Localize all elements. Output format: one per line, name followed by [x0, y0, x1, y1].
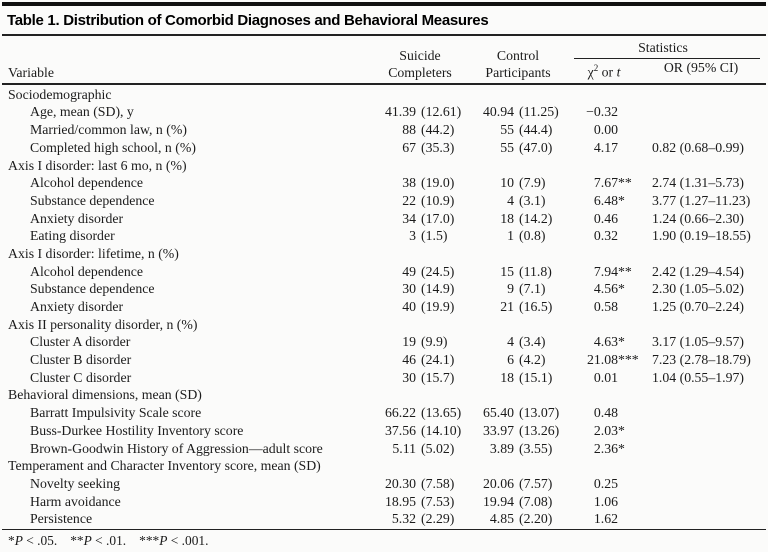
cell-chi-or-t: 0.00	[593, 122, 618, 138]
cell-chi-or-t	[566, 86, 642, 104]
col-header-variable: Variable	[8, 64, 54, 80]
cell-control-participants	[470, 457, 566, 475]
cell-control-participants: 65.40 (13.07)	[482, 405, 560, 421]
cell-or-ci	[642, 457, 760, 475]
cell-chi-or-t: 21.08 ***	[586, 352, 639, 368]
cell-control-participants: 19.94 (7.08)	[482, 493, 553, 509]
cell-variable: Anxiety disorder	[30, 210, 124, 226]
cell-or-ci	[642, 103, 760, 121]
footnote-p01: **P < .01.	[70, 533, 127, 549]
cell-control-participants: 10 (7.9)	[500, 175, 546, 191]
cell-control-participants: 55 (47.0)	[500, 139, 553, 155]
cell-or-ci: 1.90 (0.19–18.55)	[652, 228, 751, 244]
cell-control-participants	[470, 245, 566, 263]
table-row	[0, 457, 768, 475]
footnote	[0, 530, 768, 552]
cell-variable: Completed high school, n (%)	[30, 139, 196, 155]
cell-variable: Harm avoidance	[30, 493, 121, 509]
cell-variable: Barratt Impulsivity Scale score	[30, 405, 202, 421]
col-header-suicide-completers	[370, 48, 470, 83]
col-header-suicide-line2: Completers	[388, 64, 452, 80]
table-row	[0, 103, 768, 121]
cell-variable: Persistence	[30, 511, 93, 527]
cell-chi-or-t: 7.94 **	[593, 263, 632, 279]
cell-chi-or-t: 0.25	[593, 475, 618, 491]
cell-suicide-completers	[370, 245, 470, 263]
cell-control-participants: 3.89 (3.55)	[489, 440, 553, 456]
cell-chi-or-t: 4.17	[593, 139, 618, 155]
cell-suicide-completers: 5.11 (5.02)	[392, 440, 455, 456]
cell-control-participants	[470, 157, 566, 175]
cell-chi-or-t: 4.56 *	[593, 281, 625, 297]
table-row	[0, 351, 768, 369]
table-row	[0, 227, 768, 245]
table-row	[0, 475, 768, 493]
cell-suicide-completers: 20.30 (7.58)	[384, 475, 455, 491]
cell-variable: Axis I disorder: lifetime, n (%)	[8, 245, 179, 261]
cell-chi-or-t: −0.32	[586, 104, 618, 120]
cell-suicide-completers	[370, 157, 470, 175]
cell-suicide-completers: 41.39 (12.61)	[384, 104, 462, 120]
cell-variable: Cluster B disorder	[30, 352, 132, 368]
cell-suicide-completers: 46 (24.1)	[402, 352, 455, 368]
col-header-suicide-line1: Suicide	[399, 48, 441, 64]
table-row	[0, 298, 768, 316]
cell-or-ci	[642, 404, 760, 422]
col-header-control-line1: Control	[496, 48, 540, 64]
cell-or-ci: 2.74 (1.31–5.73)	[652, 175, 744, 191]
table-row	[0, 139, 768, 157]
table-row	[0, 245, 768, 263]
table-row	[0, 440, 768, 458]
cell-control-participants: 1 (0.8)	[507, 228, 546, 244]
cell-variable: Cluster A disorder	[30, 334, 131, 350]
cell-chi-or-t	[566, 157, 642, 175]
cell-chi-or-t: 0.01	[593, 369, 618, 385]
cell-or-ci	[642, 157, 760, 175]
cell-or-ci: 3.77 (1.27–11.23)	[652, 192, 751, 208]
cell-chi-or-t: 7.67 **	[593, 175, 632, 191]
cell-control-participants: 6 (4.2)	[507, 352, 546, 368]
cell-chi-or-t: 1.62	[593, 511, 618, 527]
cell-chi-or-t: 0.58	[593, 299, 618, 315]
cell-suicide-completers: 49 (24.5)	[402, 263, 455, 279]
cell-chi-or-t: 0.48	[593, 405, 618, 421]
cell-chi-or-t: 4.63 *	[593, 334, 625, 350]
cell-chi-or-t	[566, 316, 642, 334]
table-row	[0, 192, 768, 210]
cell-suicide-completers: 38 (19.0)	[402, 175, 455, 191]
cell-control-participants	[470, 386, 566, 404]
cell-or-ci	[642, 510, 760, 528]
cell-suicide-completers: 88 (44.2)	[402, 122, 455, 138]
table-row	[0, 333, 768, 351]
cell-chi-or-t: 2.36 *	[593, 440, 625, 456]
col-header-control-line2: Participants	[485, 64, 551, 80]
cell-chi-or-t	[566, 386, 642, 404]
cell-or-ci: 2.30 (1.05–5.02)	[652, 281, 744, 297]
col-header-control-participants	[470, 48, 566, 83]
cell-chi-or-t: 6.48 *	[593, 192, 625, 208]
cell-variable: Cluster C disorder	[30, 369, 132, 385]
table-row	[0, 210, 768, 228]
col-header-chi-or-t: $\chi^2$ or t	[587, 62, 621, 80]
cell-control-participants: 18 (14.2)	[500, 210, 553, 226]
cell-control-participants	[470, 86, 566, 104]
cell-suicide-completers: 40 (19.9)	[402, 299, 455, 315]
cell-chi-or-t	[566, 457, 642, 475]
cell-variable: Substance dependence	[30, 192, 155, 208]
cell-or-ci: 1.24 (0.66–2.30)	[652, 210, 744, 226]
table-row	[0, 369, 768, 387]
footnote-p05: *P < .05.	[8, 533, 58, 549]
table-row	[0, 404, 768, 422]
cell-suicide-completers: 5.32 (2.29)	[391, 511, 455, 527]
cell-or-ci: 1.04 (0.55–1.97)	[652, 369, 744, 385]
cell-control-participants: 18 (15.1)	[500, 369, 553, 385]
cell-chi-or-t: 2.03 *	[593, 422, 625, 438]
table-title: Table 1. Distribution of Comorbid Diagnoses and Behavioral Measures	[7, 12, 489, 29]
cell-variable: Temperament and Character Inventory score, mean (SD)	[8, 458, 321, 474]
cell-or-ci	[642, 316, 760, 334]
cell-or-ci	[642, 493, 760, 511]
col-header-or-ci: OR (95% CI)	[663, 59, 739, 75]
cell-suicide-completers	[370, 386, 470, 404]
cell-or-ci	[642, 422, 760, 440]
cell-suicide-completers: 34 (17.0)	[402, 210, 455, 226]
cell-control-participants	[470, 316, 566, 334]
cell-control-participants: 40.94 (11.25)	[482, 104, 559, 120]
cell-control-participants: 4 (3.1)	[507, 192, 546, 208]
cell-variable: Axis I disorder: last 6 mo, n (%)	[8, 157, 187, 173]
cell-variable: Married/common law, n (%)	[30, 122, 187, 138]
cell-control-participants: 20.06 (7.57)	[482, 475, 553, 491]
table-row	[0, 174, 768, 192]
cell-suicide-completers: 30 (15.7)	[402, 369, 455, 385]
table-row	[0, 386, 768, 404]
cell-chi-or-t: 0.46	[593, 210, 618, 226]
cell-variable: Behavioral dimensions, mean (SD)	[8, 387, 202, 403]
cell-or-ci: 1.25 (0.70–2.24)	[652, 299, 744, 315]
cell-chi-or-t: 1.06	[593, 493, 618, 509]
table-body	[0, 85, 768, 529]
cell-suicide-completers: 30 (14.9)	[402, 281, 455, 297]
cell-variable: Brown-Goodwin History of Aggression—adult score	[30, 440, 323, 456]
cell-control-participants: 33.97 (13.26)	[482, 422, 560, 438]
table-row	[0, 422, 768, 440]
cell-or-ci	[642, 475, 760, 493]
cell-control-participants: 4.85 (2.20)	[489, 511, 553, 527]
cell-variable: Eating disorder	[30, 228, 115, 244]
table-header	[0, 36, 768, 84]
cell-control-participants: 15 (11.8)	[500, 263, 552, 279]
table-row	[0, 263, 768, 281]
cell-variable: Sociodemographic	[8, 86, 112, 102]
cell-control-participants: 4 (3.4)	[507, 334, 546, 350]
cell-control-participants: 55 (44.4)	[500, 122, 553, 138]
cell-or-ci: 0.82 (0.68–0.99)	[652, 139, 744, 155]
cell-variable: Anxiety disorder	[30, 299, 124, 315]
cell-suicide-completers: 22 (10.9)	[402, 192, 455, 208]
cell-suicide-completers: 3 (1.5)	[409, 228, 448, 244]
table-row	[0, 157, 768, 175]
statistics-spanner-label: Statistics	[638, 39, 688, 55]
table-row	[0, 493, 768, 511]
cell-suicide-completers: 66.22 (13.65)	[384, 405, 462, 421]
cell-or-ci	[642, 121, 760, 139]
cell-variable: Alcohol dependence	[30, 175, 144, 191]
cell-or-ci	[642, 440, 760, 458]
footnote-p001: ***P < .001.	[139, 533, 209, 549]
table-row	[0, 86, 768, 104]
cell-or-ci: 2.42 (1.29–4.54)	[652, 263, 744, 279]
cell-suicide-completers	[370, 316, 470, 334]
cell-or-ci: 3.17 (1.05–9.57)	[652, 334, 744, 350]
table-row	[0, 121, 768, 139]
col-header-statistics-group	[566, 40, 760, 84]
cell-or-ci	[642, 86, 760, 104]
cell-or-ci	[642, 245, 760, 263]
cell-variable: Axis II personality disorder, n (%)	[8, 316, 198, 332]
cell-control-participants: 9 (7.1)	[507, 281, 546, 297]
cell-variable: Novelty seeking	[30, 475, 121, 491]
cell-variable: Age, mean (SD), y	[30, 104, 134, 120]
cell-suicide-completers	[370, 86, 470, 104]
cell-suicide-completers: 67 (35.3)	[402, 139, 455, 155]
cell-or-ci	[642, 386, 760, 404]
cell-suicide-completers	[370, 457, 470, 475]
cell-suicide-completers: 18.95 (7.53)	[384, 493, 455, 509]
table-row	[0, 280, 768, 298]
cell-or-ci: 7.23 (2.78–18.79)	[652, 352, 751, 368]
cell-chi-or-t	[566, 245, 642, 263]
cell-variable: Alcohol dependence	[30, 263, 144, 279]
cell-control-participants: 21 (16.5)	[500, 299, 553, 315]
cell-chi-or-t: 0.32	[593, 228, 618, 244]
table-row	[0, 316, 768, 334]
cell-suicide-completers: 19 (9.9)	[402, 334, 448, 350]
cell-variable: Buss-Durkee Hostility Inventory score	[30, 422, 244, 438]
cell-variable: Substance dependence	[30, 281, 155, 297]
table-row	[0, 510, 768, 528]
cell-suicide-completers: 37.56 (14.10)	[384, 422, 462, 438]
